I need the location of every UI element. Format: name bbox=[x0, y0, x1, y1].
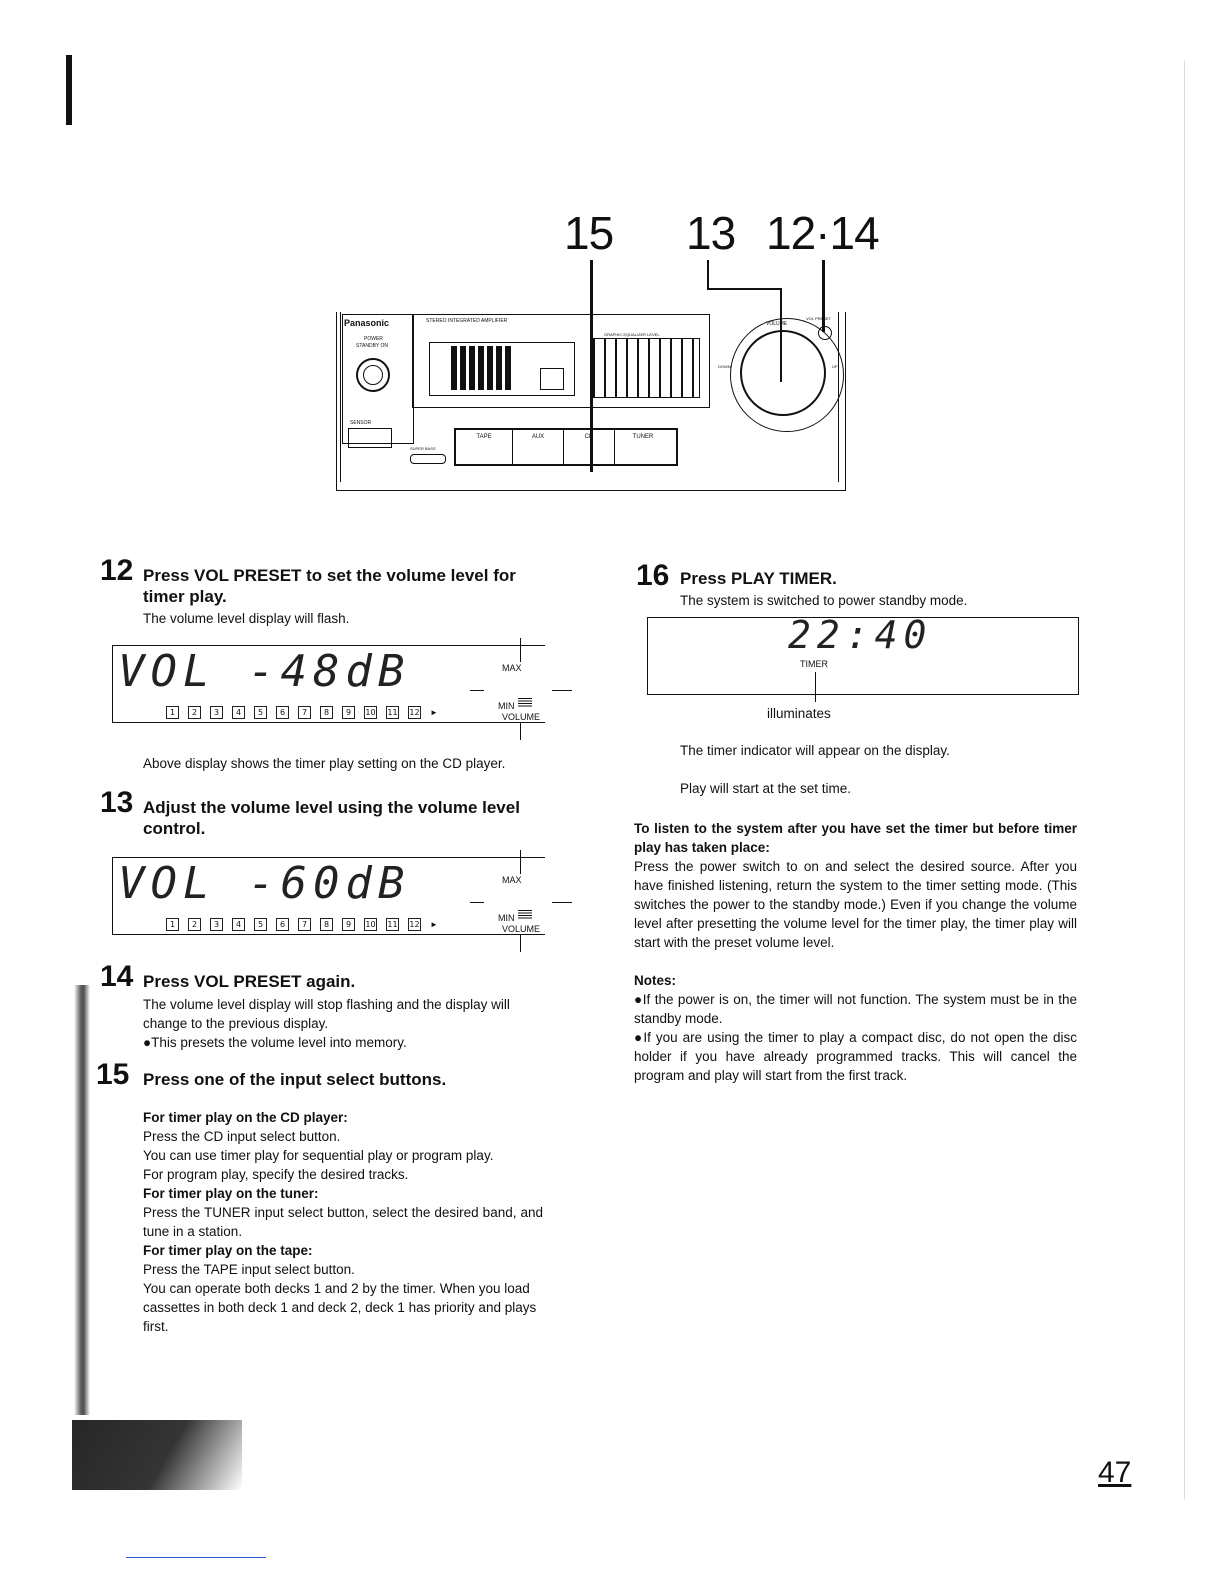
amp-super-bass-indicator bbox=[540, 368, 564, 390]
track-3: 3 bbox=[210, 706, 223, 719]
lcd-12-min-label: MIN bbox=[498, 701, 515, 711]
lcd-12-volume-label: VOLUME bbox=[502, 712, 541, 722]
play-indicator-icon: ► bbox=[430, 920, 438, 929]
lcd-12-max-label: MAX bbox=[502, 663, 522, 673]
track-8: 8 bbox=[320, 706, 333, 719]
cd-play-heading: For timer play on the CD player: bbox=[143, 1110, 348, 1125]
track-2: 2 bbox=[188, 918, 201, 931]
lcd-13-min-label: MIN bbox=[498, 913, 515, 923]
track-1: 1 bbox=[166, 706, 179, 719]
right-margin-rule bbox=[1184, 60, 1185, 1500]
amp-sensor bbox=[348, 428, 392, 448]
listen-text: Press the power switch to on and select the desired source. After you have finished listening, return the system to the timer setting mode. (This switches the power to the standby mode.) Even if you change the volume level after presetting the volume level for the timer play, the timer play will start with the preset volume level. bbox=[634, 859, 1077, 950]
callout-12-14: 12·14 bbox=[766, 207, 879, 259]
lcd-13-volume-meter bbox=[518, 910, 532, 920]
notes-section bbox=[634, 971, 1077, 1085]
binding-mark-left bbox=[74, 985, 90, 1415]
track-8: 8 bbox=[320, 918, 333, 931]
track-11: 11 bbox=[387, 708, 398, 717]
lcd-12-volume-meter bbox=[518, 698, 532, 708]
track-10: 10 bbox=[365, 920, 376, 929]
step-13-number: 13 bbox=[100, 786, 134, 819]
binding-mark-top bbox=[66, 55, 72, 125]
amp-volume-label: VOLUME bbox=[766, 321, 788, 327]
tuner-play-heading: For timer play on the tuner: bbox=[143, 1186, 319, 1201]
note-2: ●If you are using the timer to play a compact disc, do not open the disc holder if you have already programmed tracks. This will cancel the program and play will start from the first track. bbox=[634, 1030, 1077, 1083]
amp-brand: Panasonic bbox=[344, 318, 390, 328]
step-16-text: The system is switched to power standby mode. bbox=[680, 593, 968, 608]
lcd-13-tracks bbox=[166, 918, 438, 931]
amp-model-label: STEREO INTEGRATED AMPLIFIER bbox=[426, 318, 508, 324]
track-12: 12 bbox=[409, 920, 420, 929]
track-2: 2 bbox=[188, 706, 201, 719]
step-12-caption: Above display shows the timer play setting on the CD player. bbox=[143, 756, 506, 771]
amp-vol-preset-label: VOL PRESET bbox=[806, 316, 831, 321]
step-15-number: 15 bbox=[96, 1058, 130, 1091]
callout-13: 13 bbox=[686, 207, 736, 259]
amp-super-bass-label: SUPER BASS bbox=[410, 446, 436, 451]
amplifier-illustration bbox=[336, 296, 846, 490]
track-5: 5 bbox=[254, 706, 267, 719]
timer-indicator-label: TIMER bbox=[800, 659, 828, 669]
listen-heading: To listen to the system after you have set the timer but before timer play has taken place: bbox=[634, 821, 1077, 855]
cd-play-line-1: Press the CD input select button. bbox=[143, 1129, 341, 1144]
step-16-title: Press PLAY TIMER. bbox=[680, 569, 837, 588]
binding-mark-bottom bbox=[72, 1420, 242, 1490]
amp-power-label: POWER bbox=[364, 336, 383, 342]
amp-up-label: UP bbox=[832, 364, 838, 369]
step-12-text: The volume level display will flash. bbox=[143, 611, 350, 626]
step-15-title: Press one of the input select buttons. bbox=[143, 1070, 447, 1089]
track-6: 6 bbox=[276, 918, 289, 931]
step-12-title: Press VOL PRESET to set the volume level for timer play. bbox=[143, 566, 516, 606]
track-1: 1 bbox=[166, 918, 179, 931]
track-4: 4 bbox=[232, 706, 245, 719]
amp-super-bass-button[interactable] bbox=[410, 454, 446, 464]
amp-volume-knob[interactable] bbox=[740, 330, 826, 416]
lcd-12-value: VOL -48dB bbox=[118, 646, 411, 697]
amp-sensor-label: SENSOR bbox=[350, 420, 372, 426]
step-15-text bbox=[143, 1108, 543, 1336]
step-12-number: 12 bbox=[100, 554, 134, 587]
listen-section bbox=[634, 819, 1077, 952]
track-7: 7 bbox=[298, 918, 311, 931]
step-16-para-1: The timer indicator will appear on the display. bbox=[680, 743, 950, 758]
track-5: 5 bbox=[254, 918, 267, 931]
track-7: 7 bbox=[298, 706, 311, 719]
step-14-title: Press VOL PRESET again. bbox=[143, 972, 356, 991]
play-indicator-icon: ► bbox=[430, 708, 438, 717]
track-4: 4 bbox=[232, 918, 245, 931]
input-button-tuner[interactable]: TUNER bbox=[632, 434, 654, 440]
track-10: 10 bbox=[365, 708, 376, 717]
amp-standby-label: STANDBY ON bbox=[356, 343, 389, 349]
track-11: 11 bbox=[387, 920, 398, 929]
illuminates-label: illuminates bbox=[767, 706, 831, 721]
cd-play-line-2: You can use timer play for sequential play or program play. bbox=[143, 1148, 494, 1163]
track-6: 6 bbox=[276, 706, 289, 719]
tuner-play-line-1: Press the TUNER input select button, select the desired band, and tune in a station. bbox=[143, 1205, 543, 1239]
step-14-number: 14 bbox=[100, 960, 134, 993]
lcd-13-volume-label: VOLUME bbox=[502, 924, 541, 934]
note-1: ●If the power is on, the timer will not function. The system must be in the standby mode. bbox=[634, 992, 1077, 1026]
leader-13-horiz bbox=[707, 288, 782, 290]
track-12: 12 bbox=[409, 708, 420, 717]
bottom-rule bbox=[126, 1557, 266, 1558]
lcd-13-max-label: MAX bbox=[502, 875, 522, 885]
page-number: 47 bbox=[1098, 1456, 1132, 1489]
track-9: 9 bbox=[342, 918, 355, 931]
timer-leader bbox=[815, 672, 816, 702]
notes-heading: Notes: bbox=[634, 973, 677, 988]
cd-play-line-3: For program play, specify the desired tracks. bbox=[143, 1167, 409, 1182]
step-16-number: 16 bbox=[636, 559, 670, 592]
callout-15: 15 bbox=[564, 207, 614, 259]
step-14-text-2: ●This presets the volume level into memory. bbox=[143, 1035, 407, 1050]
lcd-13-value: VOL -60dB bbox=[118, 858, 411, 909]
track-3: 3 bbox=[210, 918, 223, 931]
timer-display-value: 22:40 bbox=[788, 613, 933, 657]
amp-equalizer bbox=[592, 338, 700, 398]
amp-eq-label: GRAPHIC EQUALIZER LEVEL bbox=[604, 332, 660, 337]
input-button-cd[interactable]: CD bbox=[564, 430, 615, 464]
tape-play-line-1: Press the TAPE input select button. bbox=[143, 1262, 355, 1277]
amp-down-label: DOWN bbox=[718, 364, 731, 369]
lcd-12-tracks bbox=[166, 706, 438, 719]
track-9: 9 bbox=[342, 706, 355, 719]
step-13-title: Adjust the volume level using the volume level control. bbox=[143, 798, 520, 838]
step-14-text-1: The volume level display will stop flashing and the display will change to the previous display. bbox=[143, 997, 510, 1031]
step-14-text bbox=[143, 995, 543, 1052]
leader-13-vert bbox=[707, 260, 709, 290]
input-button-tape[interactable]: TAPE bbox=[456, 430, 513, 464]
tape-play-line-2: You can operate both decks 1 and 2 by the timer. When you load cassettes in both deck 1 and deck 2, deck 1 has priority and plays first. bbox=[143, 1281, 537, 1334]
tape-play-heading: For timer play on the tape: bbox=[143, 1243, 313, 1258]
step-16-para-2: Play will start at the set time. bbox=[680, 781, 852, 796]
input-button-aux[interactable]: AUX bbox=[513, 430, 564, 464]
